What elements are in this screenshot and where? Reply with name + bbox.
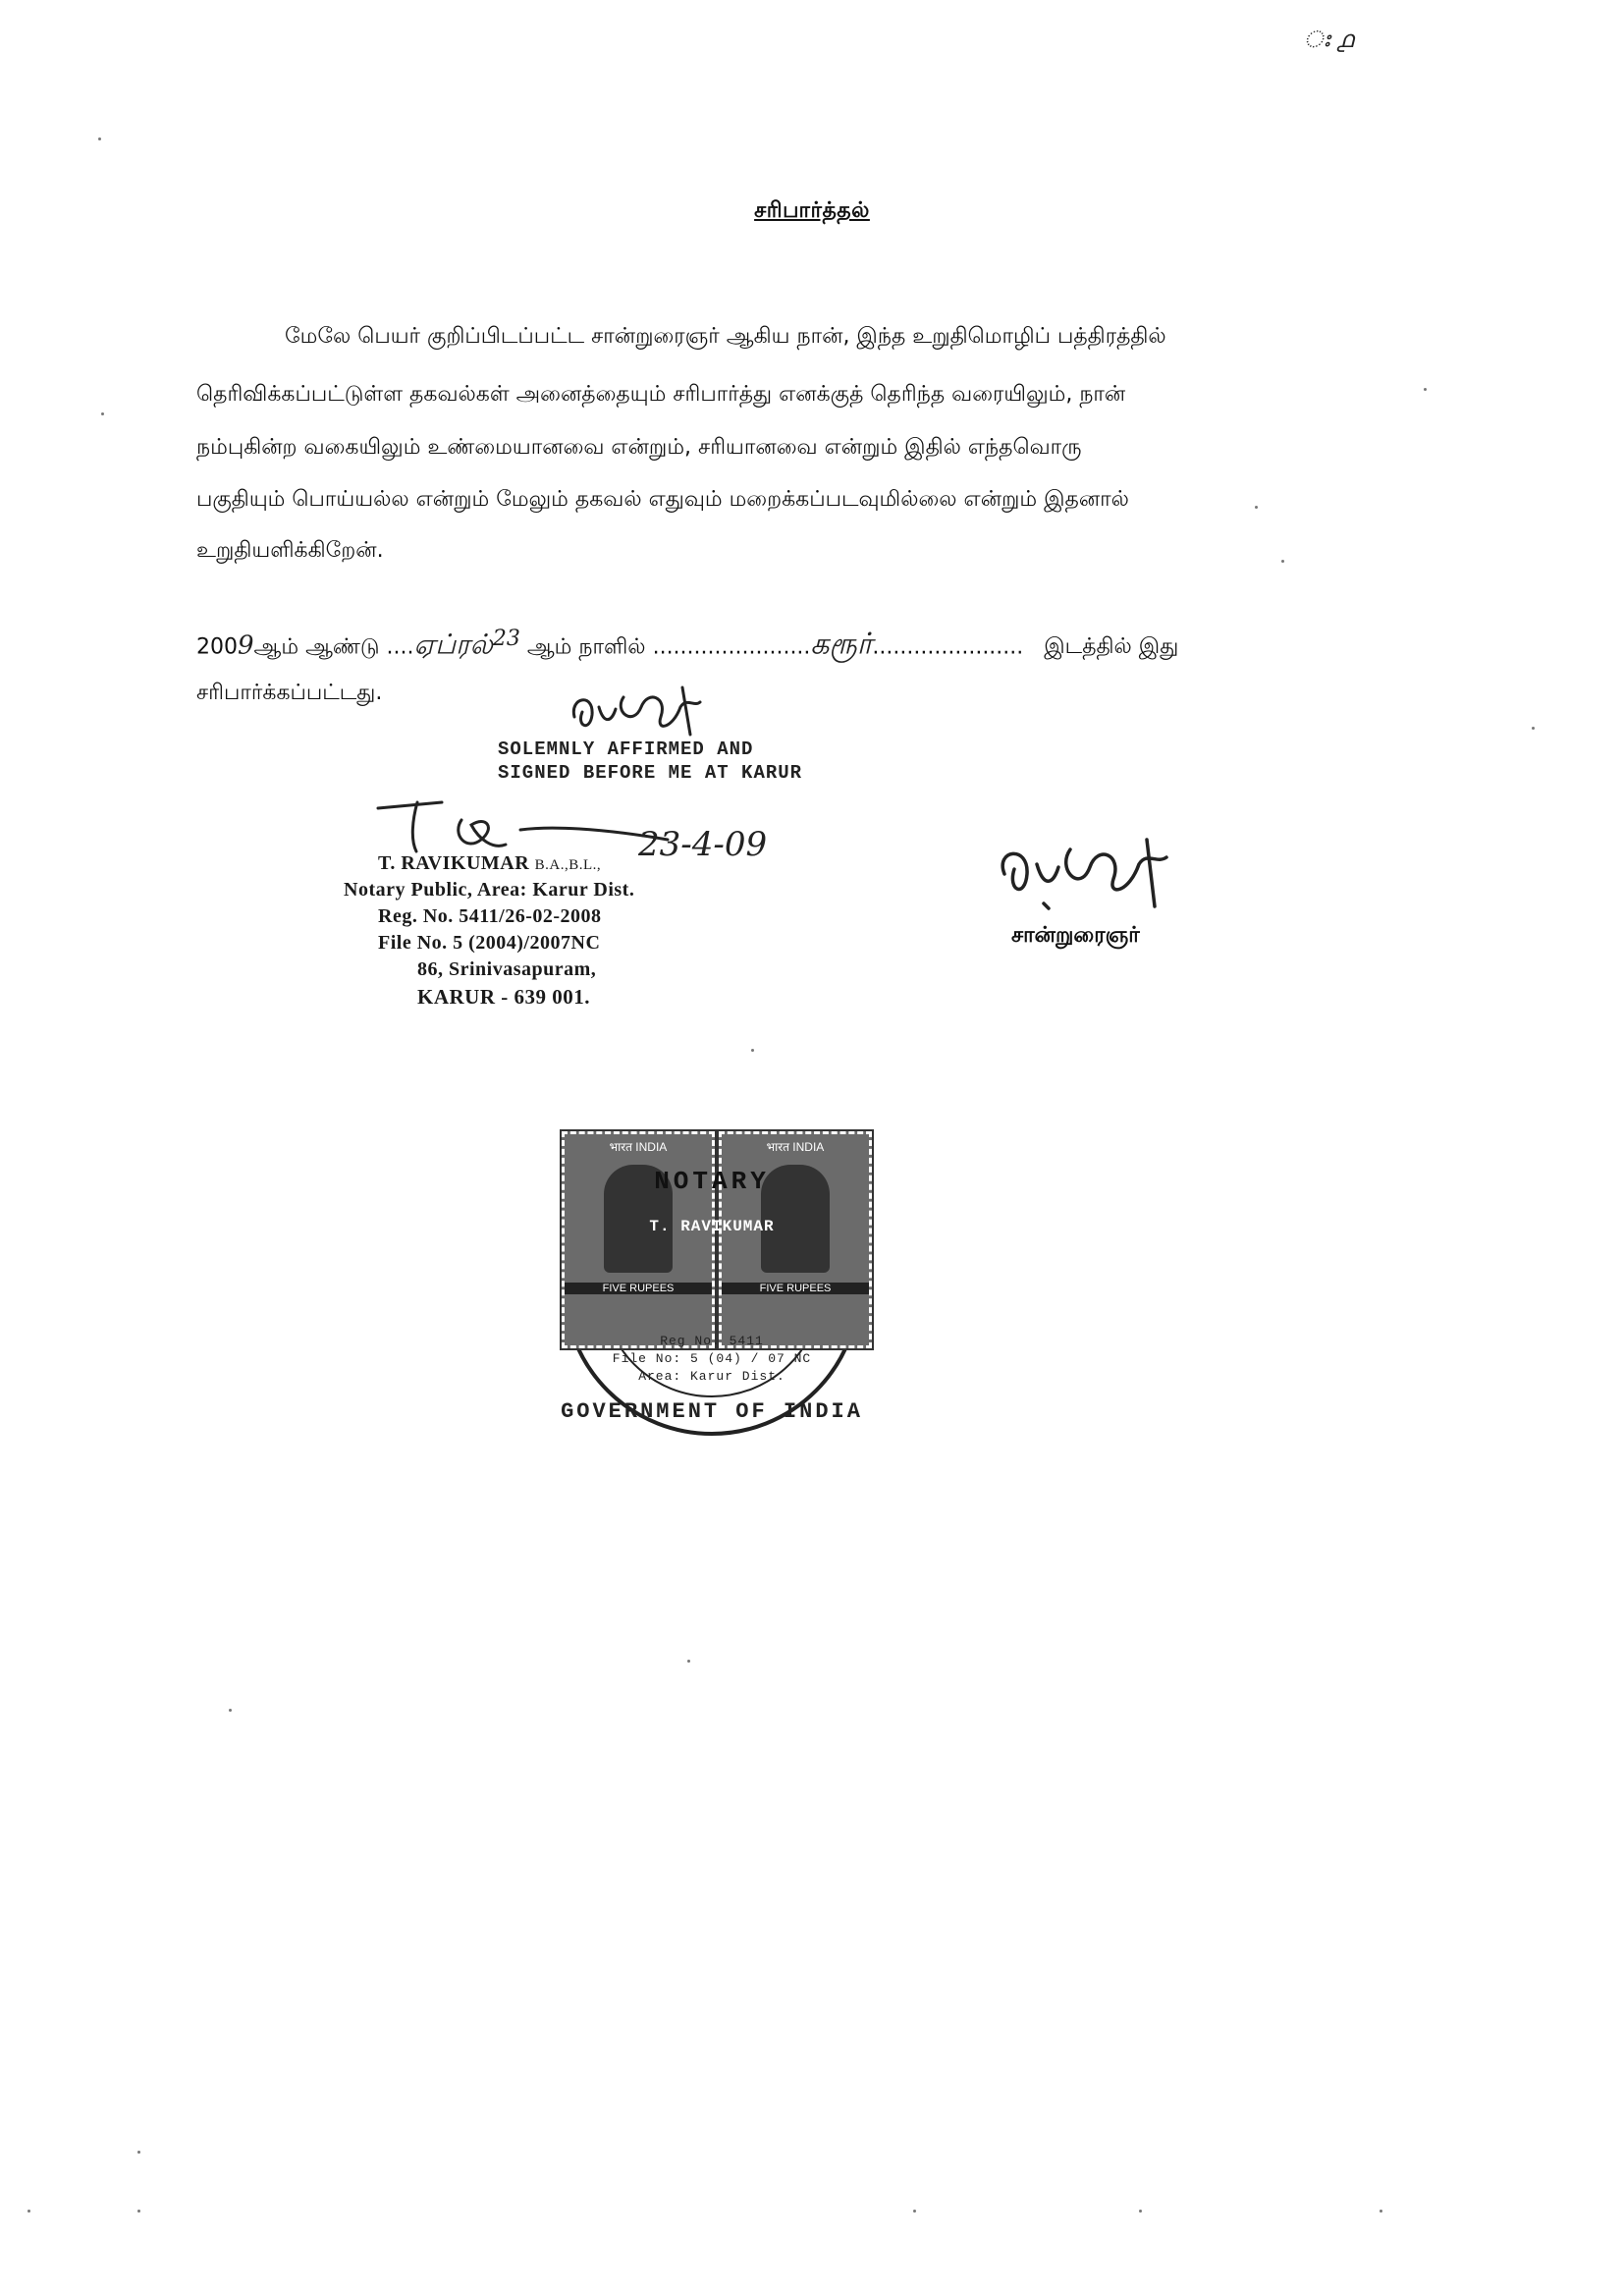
paragraph-line-2: தெரிவிக்கப்பட்டுள்ள தகவல்கள் அனைத்தையும் சரிபார்த்து எனக்குத் தெரிந்த வரையிலும், நான் xyxy=(196,382,1126,407)
paragraph-line-4: பகுதியும் பொய்யல்ல என்றும் மேலும் தகவல் எதுவும் மறைக்கப்படவுமில்லை என்றும் இதனால் xyxy=(196,487,1129,512)
seal-file-line: File No: 5 (04) / 07 NC xyxy=(612,1351,812,1366)
scan-speck xyxy=(137,2210,140,2213)
seal-arc-bottom: GOVERNMENT OF INDIA xyxy=(561,1399,863,1424)
corner-handwritten-mark: ഃ ൧ xyxy=(1304,26,1354,53)
scan-speck xyxy=(1139,2210,1142,2213)
paragraph-line-1: மேலே பெயர் குறிப்பிடப்பட்ட சான்றுரைஞர் ஆகிய நான், இந்த உறுதிமொழிப் பத்திரத்தில் xyxy=(285,324,1166,349)
seal-name-line: T. RAVIKUMAR xyxy=(649,1218,775,1235)
stamp-right-country: भारत INDIA xyxy=(766,1140,825,1154)
seal-area-line: Area: Karur Dist. xyxy=(638,1369,785,1384)
notary-city: KARUR - 639 001. xyxy=(417,985,590,1009)
affirmation-stamp-line-1: SOLEMNLY AFFIRMED AND xyxy=(498,738,754,760)
notary-street: 86, Srinivasapuram, xyxy=(417,958,597,980)
scan-speck xyxy=(229,1709,232,1712)
stamp-left-value: FIVE RUPEES xyxy=(565,1283,712,1294)
revenue-stamp-right xyxy=(719,1131,872,1348)
stamp-left-country: भारत INDIA xyxy=(609,1140,668,1154)
scan-speck xyxy=(687,1660,690,1663)
seal-reg-line: Reg No. 5411 xyxy=(660,1334,764,1348)
notary-degree: B.A.,B.L., xyxy=(534,857,602,873)
paragraph-line-3: நம்புகின்ற வகையிலும் உண்மையானவை என்றும், சரியானவை என்றும் இதில் எந்தவொரு xyxy=(196,435,1082,460)
scan-speck xyxy=(98,137,101,140)
scan-speck xyxy=(913,2210,916,2213)
notary-name-text: T. RAVIKUMAR xyxy=(378,852,530,874)
verified-text: சரிபார்க்கப்பட்டது. xyxy=(196,681,383,705)
scan-speck xyxy=(1281,560,1284,563)
notary-file: File No. 5 (2004)/2007NC xyxy=(378,932,601,954)
stamp-right-value: FIVE RUPEES xyxy=(722,1283,869,1294)
affirmation-stamp-line-2: SIGNED BEFORE ME AT KARUR xyxy=(498,762,803,784)
day-handwritten: 23 xyxy=(492,627,520,651)
scan-speck xyxy=(1532,727,1535,730)
scan-speck xyxy=(101,412,104,415)
notary-reg: Reg. No. 5411/26-02-2008 xyxy=(378,905,602,927)
deponent-signature xyxy=(990,830,1186,918)
scan-speck xyxy=(27,2210,30,2213)
deponent-signature-upper xyxy=(565,678,712,746)
month-dots: .... xyxy=(386,634,414,660)
seal-arc-top: NOTARY xyxy=(654,1167,770,1196)
place-dots-right: ...................... xyxy=(872,634,1024,660)
month-handwritten: ஏப்ரல் xyxy=(413,628,493,661)
scan-speck xyxy=(1424,388,1427,391)
day-suffix: ஆம் நாளில் xyxy=(526,634,646,660)
scan-speck xyxy=(751,1049,754,1052)
place-suffix: இடத்தில் இது xyxy=(1044,634,1179,660)
revenue-stamp-left xyxy=(562,1131,715,1348)
notary-name xyxy=(378,852,601,875)
place-dots-left: ....................... xyxy=(652,634,811,660)
paragraph-line-5: உறுதியளிக்கிறேன். xyxy=(196,538,384,563)
scan-speck xyxy=(1380,2210,1382,2213)
place-handwritten: கரூர் xyxy=(810,627,873,662)
notary-date-handwritten: 23-4-09 xyxy=(638,825,768,864)
year-suffix: ஆம் ஆண்டு xyxy=(253,634,380,660)
year-prefix: 200 xyxy=(196,634,238,660)
notary-area: Notary Public, Area: Karur Dist. xyxy=(344,879,635,901)
page-title: சரிபார்த்தல் xyxy=(754,198,870,223)
year-handwritten: 9 xyxy=(238,630,254,661)
scan-speck xyxy=(137,2151,140,2154)
date-line xyxy=(196,627,1178,665)
scan-speck xyxy=(1255,506,1258,509)
deponent-label: சான்றுரைஞர் xyxy=(1011,923,1140,948)
notary-seal xyxy=(550,1120,874,1444)
